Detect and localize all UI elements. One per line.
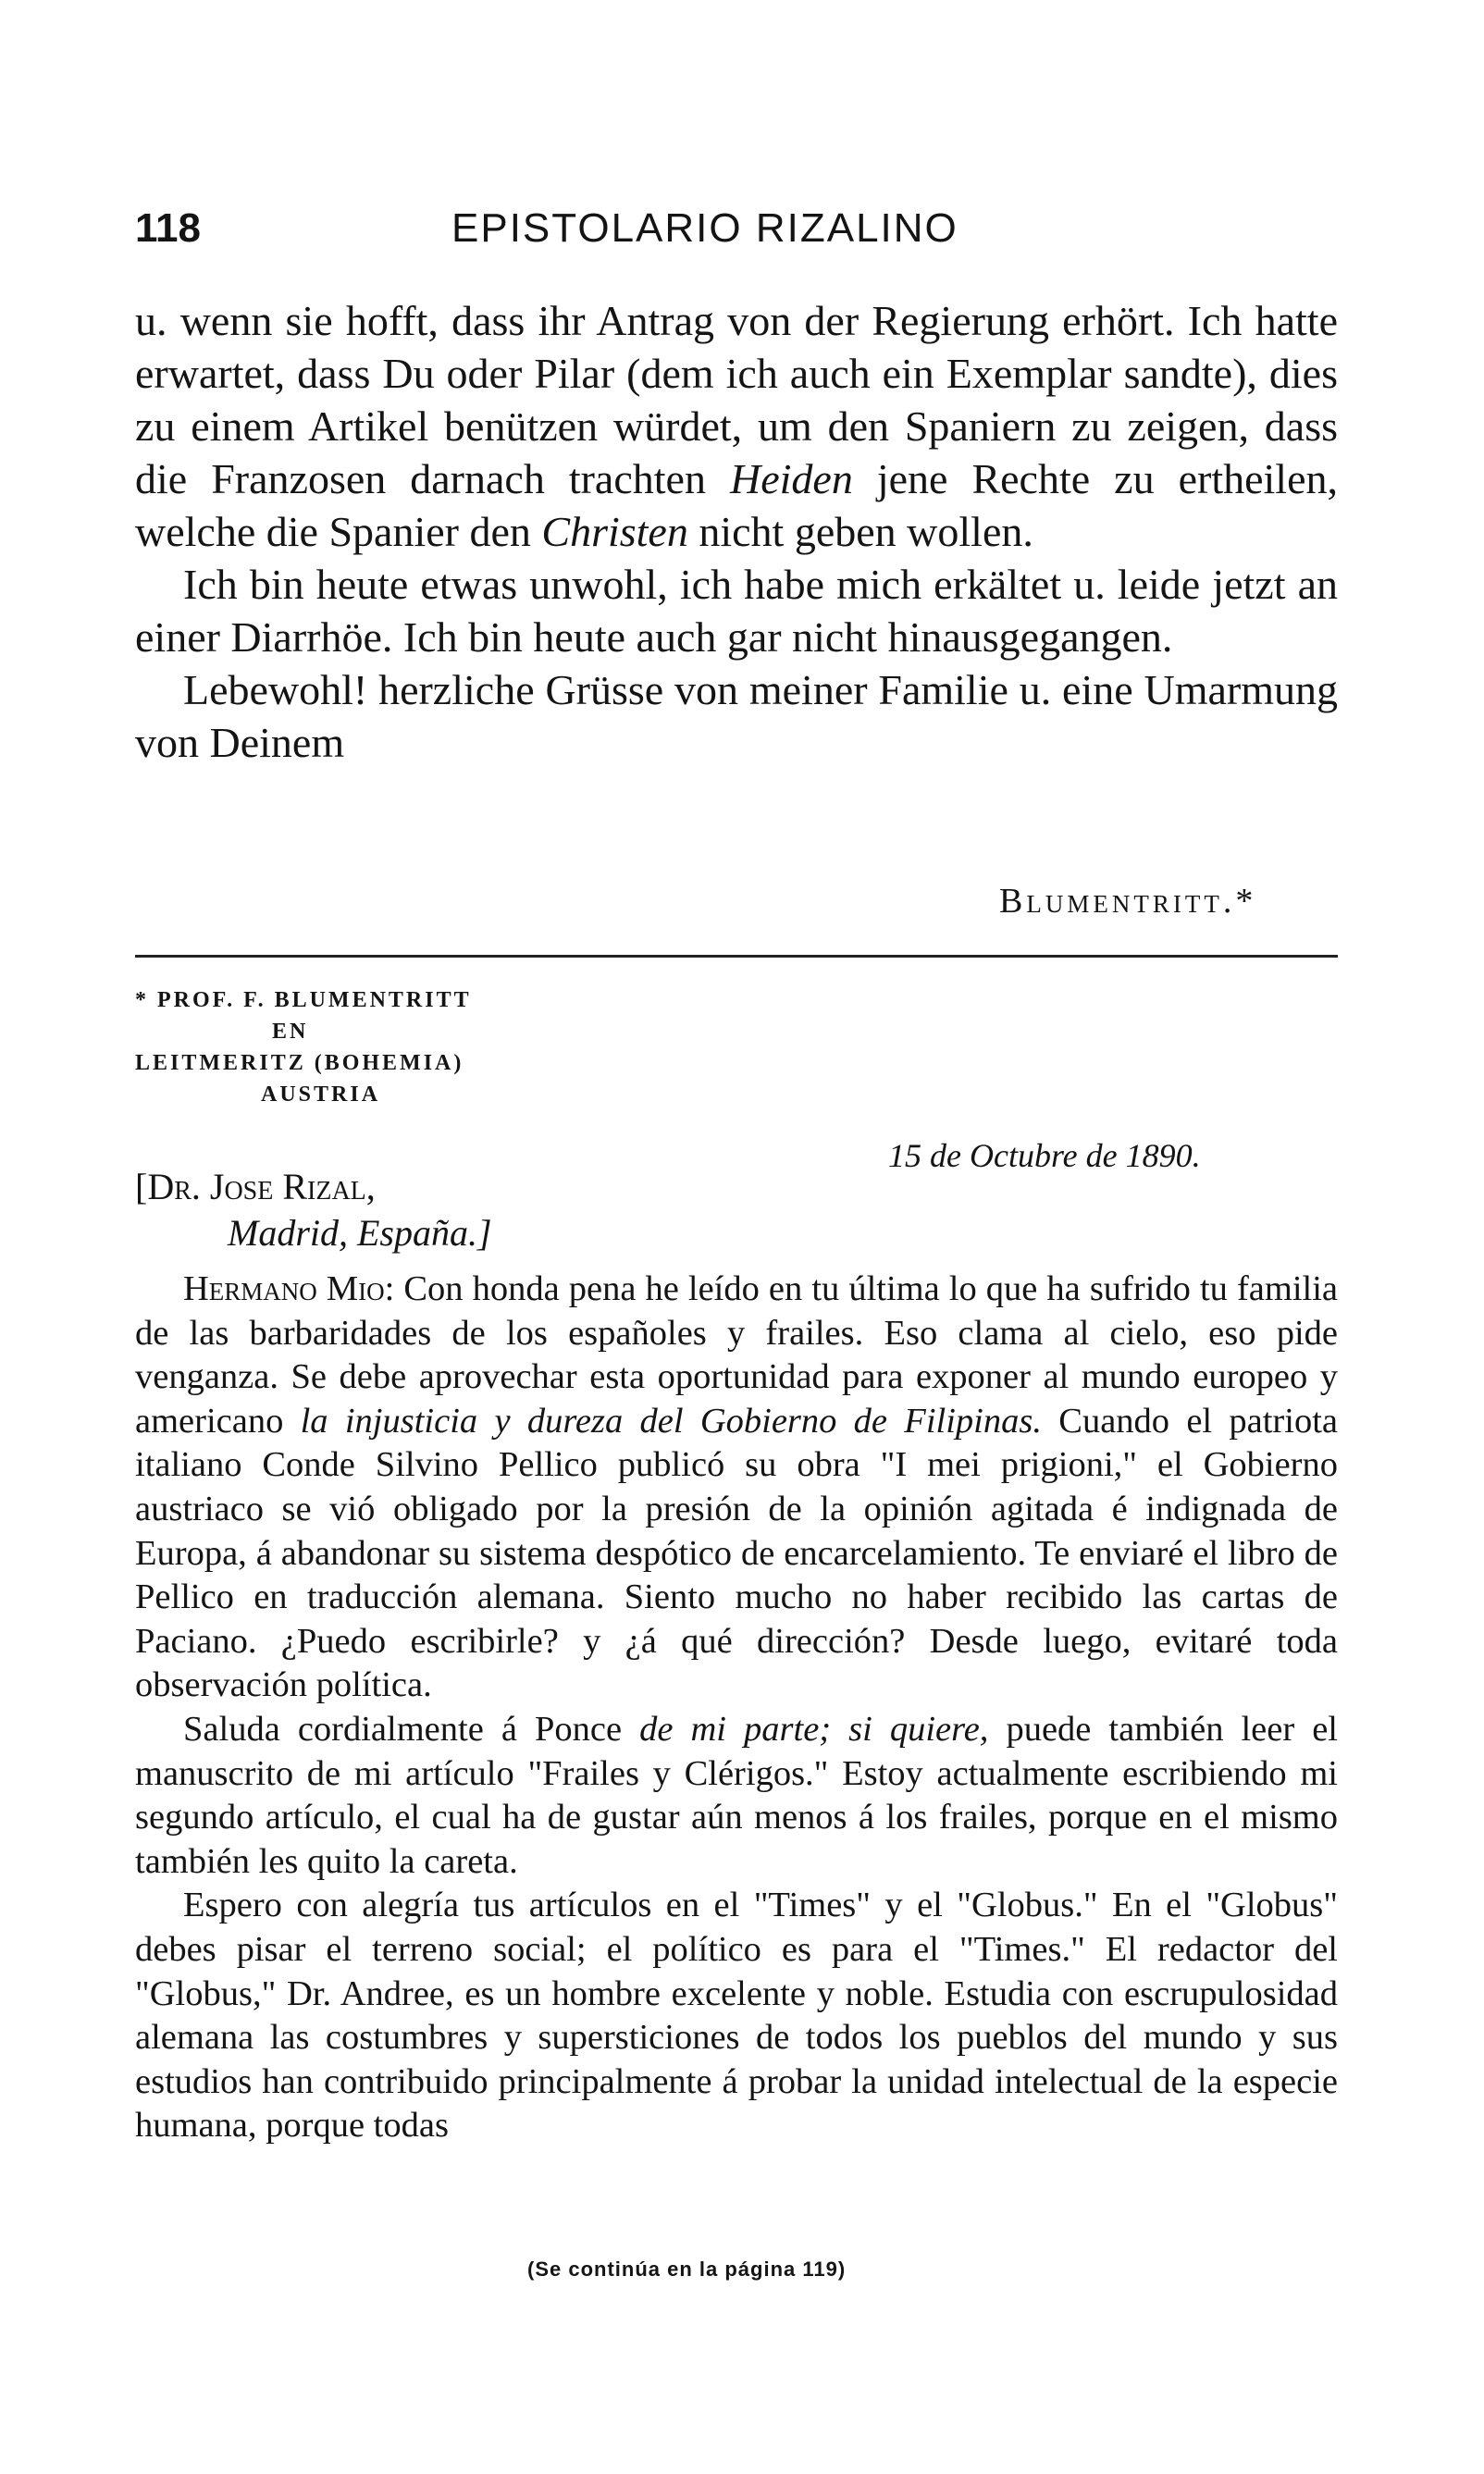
text-run: nicht geben wollen. xyxy=(687,508,1033,555)
address-line: LEITMERITZ (BOHEMIA) xyxy=(135,1051,464,1075)
address-line: EN xyxy=(272,1020,309,1044)
letter-date: 15 de Octubre de 1890. xyxy=(888,1137,1201,1174)
sender-address xyxy=(135,984,783,1110)
spanish-paragraph-2 xyxy=(135,1708,1338,1884)
spanish-paragraph-3: Espero con alegría tus artículos en el "Times" y el "Globus." En el "Globus" debes pisar el terreno social; el político es para el "Times." El redactor del "Globus," Dr. Andree, es un hombre excelente y noble. Estudia con escrupulosidad alemana las costumbres y supersticiones de todos los pueblos del mundo y sus estudios han contribuido principalmente á probar la unidad intelectual de la especie humana, porque todas xyxy=(135,1886,1338,2146)
spanish-letter xyxy=(135,1268,1338,2148)
text-run: u. wenn sie hofft, dass ihr Antrag von der Regierung erhört. Ich hatte erwartet, dass Du oder Pilar (dem ich auch ein Exemplar sandte), dies zu einem Artikel benützen würdet, um den Spaniern zu zeigen, dass die Franzosen darnach trachten xyxy=(135,297,1338,502)
recipient-place: Madrid, España.] xyxy=(228,1212,492,1254)
signature: Blumentritt.* xyxy=(999,882,1257,921)
continuation-note: (Se continúa en la página 119) xyxy=(527,2258,847,2281)
italic-word: Heiden xyxy=(729,455,853,502)
address-line: AUSTRIA xyxy=(261,1082,381,1107)
address-line: * PROF. F. BLUMENTRITT xyxy=(135,988,472,1012)
italic-run: la injusticia y dureza del Gobierno de Filipinas. xyxy=(300,1401,1042,1441)
salutation: Hermano Mio xyxy=(183,1269,385,1308)
text-run: : Con honda pena he leído en tu última lo que ha sufrido tu familia de las barbaridades de los españoles y frailes. Eso clama al cielo, eso pide venganza. Se debe aprovechar esta oportunidad para exponer al mundo europeo y americano xyxy=(135,1269,1338,1441)
recipient-name: [Dr. Jose Rizal, xyxy=(135,1166,376,1207)
italic-word: Christen xyxy=(541,508,688,555)
running-title: EPISTOLARIO RIZALINO xyxy=(451,205,958,251)
text-run: Cuando el patriota italiano Conde Silvino Pellico publicó su obra "I mei prigioni," el Gobierno austriaco se vió obligado por la presión de la opinión agitada é indignada de Europa, á abandonar su sistema despótico de encarcelamiento. Te enviaré el libro de Pellico en traducción alemana. Siento mucho no haber recibido las cartas de Paciano. ¿Puedo escribirle? y ¿á qué dirección? Desde luego, evitaré toda observación política. xyxy=(135,1401,1338,1705)
page-number: 118 xyxy=(135,205,201,251)
italic-run: de mi parte; si quiere, xyxy=(639,1709,989,1749)
running-header xyxy=(135,205,1338,261)
german-paragraph-2: Ich bin heute etwas unwohl, ich habe mich erkältet u. leide jetzt an einer Diarrhöe. Ich bin heute auch gar nicht hinausgegangen. xyxy=(135,561,1338,661)
text-run: puede también leer el manuscrito de mi artículo "Frailes y Clérigos." Estoy actualmente escribiendo mi segundo artículo, el cual ha de gustar aún menos á los frailes, porque en el mismo también les quito la careta. xyxy=(135,1709,1339,1881)
german-paragraph-3: Lebewohl! herzliche Grüsse von meiner Familie u. eine Umarmung von Deinem xyxy=(135,666,1338,766)
recipient-block xyxy=(135,1164,492,1256)
german-paragraph-1 xyxy=(135,294,1338,558)
text-run: jene Rechte zu ertheilen, welche die Spanier den xyxy=(135,455,1339,555)
spanish-paragraph-1 xyxy=(135,1268,1338,1708)
divider-rule xyxy=(135,955,1338,958)
text-run: Saluda cordialmente á Ponce xyxy=(183,1709,640,1749)
german-letter xyxy=(135,294,1338,769)
